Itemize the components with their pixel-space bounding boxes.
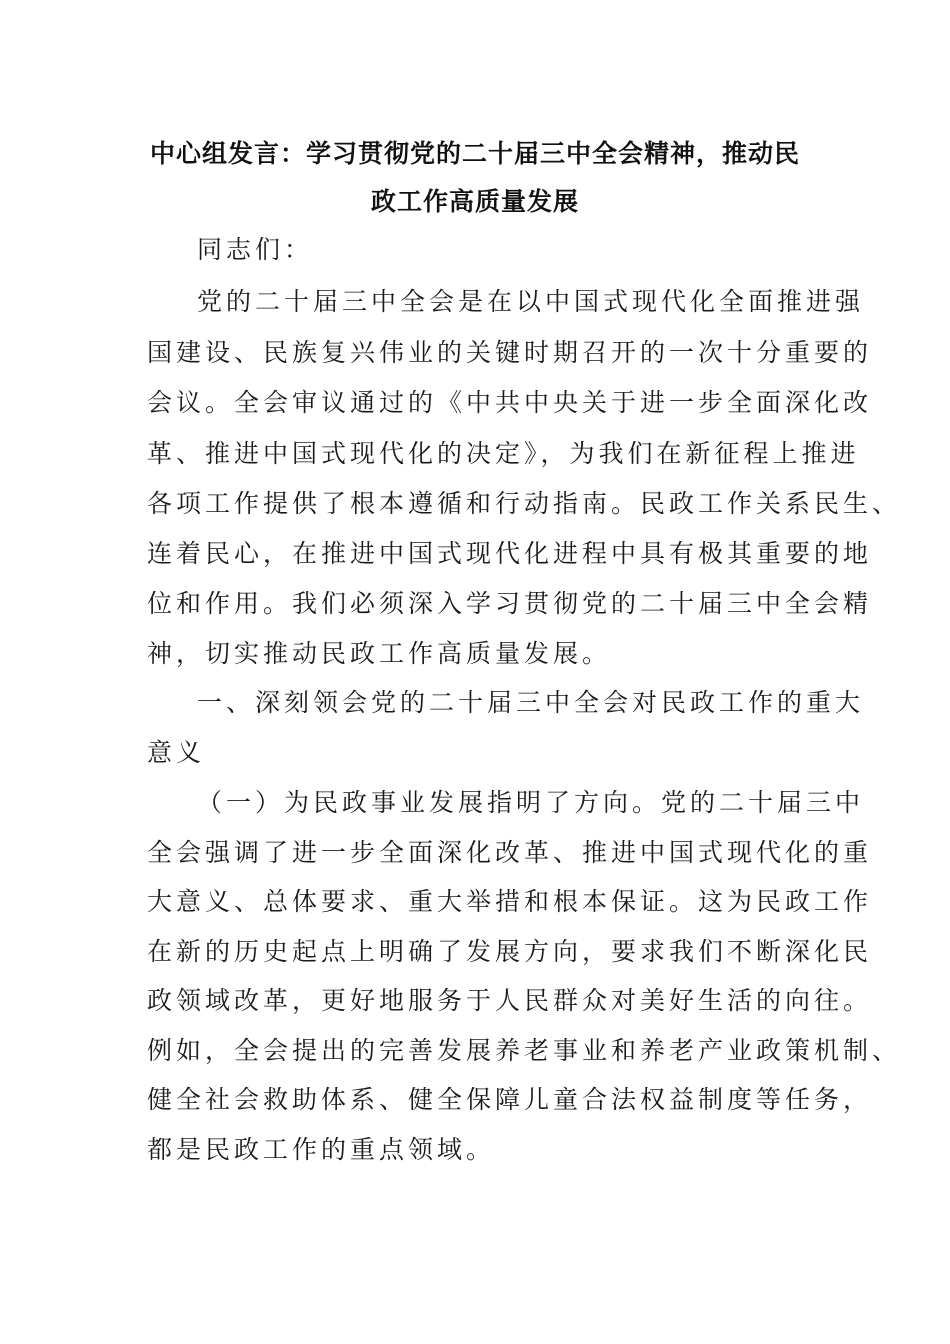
paragraph-1-line: 会议。全会审议通过的《中共中央关于进一步全面深化改	[147, 388, 873, 417]
paragraph-2-line: 全会强调了进一步全面深化改革、推进中国式现代化的重	[147, 838, 873, 867]
paragraph-2-line: 大意义、总体要求、重大举措和根本保证。这为民政工作	[147, 887, 873, 916]
paragraph-2-line: 都是民政工作的重点领域。	[147, 1135, 496, 1164]
paragraph-1-line: 革、推进中国式现代化的决定》，为我们在新征程上推进	[147, 439, 860, 468]
paragraph-2-line: 在新的历史起点上明确了发展方向，要求我们不断深化民	[147, 937, 873, 966]
paragraph-2-line: 政领域改革，更好地服务于人民群众对美好生活的向往。	[147, 986, 873, 1015]
document-title-line-1: 中心组发言：学习贯彻党的二十届三中全会精神，推动民	[149, 139, 800, 168]
paragraph-2-line: 例如，全会提出的完善发展养老事业和养老产业政策机制、	[147, 1036, 902, 1065]
paragraph-1-line: 位和作用。我们必须深入学习贯彻党的二十届三中全会精	[147, 589, 873, 618]
paragraph-2-line: （一）为民政事业发展指明了方向。党的二十届三中	[197, 788, 865, 817]
paragraph-1-line: 神，切实推动民政工作高质量发展。	[147, 639, 612, 668]
greeting: 同志们：	[197, 235, 314, 264]
section-heading-1-line: 一、深刻领会党的二十届三中全会对民政工作的重大	[197, 688, 865, 717]
paragraph-2-line: 健全社会救助体系、健全保障儿童合法权益制度等任务，	[147, 1085, 873, 1114]
document-title-line-2: 政工作高质量发展	[370, 187, 579, 216]
paragraph-1-line: 连着民心，在推进中国式现代化进程中具有极其重要的地	[147, 539, 873, 568]
paragraph-1-line: 国建设、民族复兴伟业的关键时期召开的一次十分重要的	[147, 338, 873, 367]
section-heading-1-line: 意义	[147, 738, 206, 767]
paragraph-1-line: 各项工作提供了根本遵循和行动指南。民政工作关系民生、	[147, 489, 902, 518]
paragraph-1-line: 党的二十届三中全会是在以中国式现代化全面推进强	[197, 287, 865, 316]
